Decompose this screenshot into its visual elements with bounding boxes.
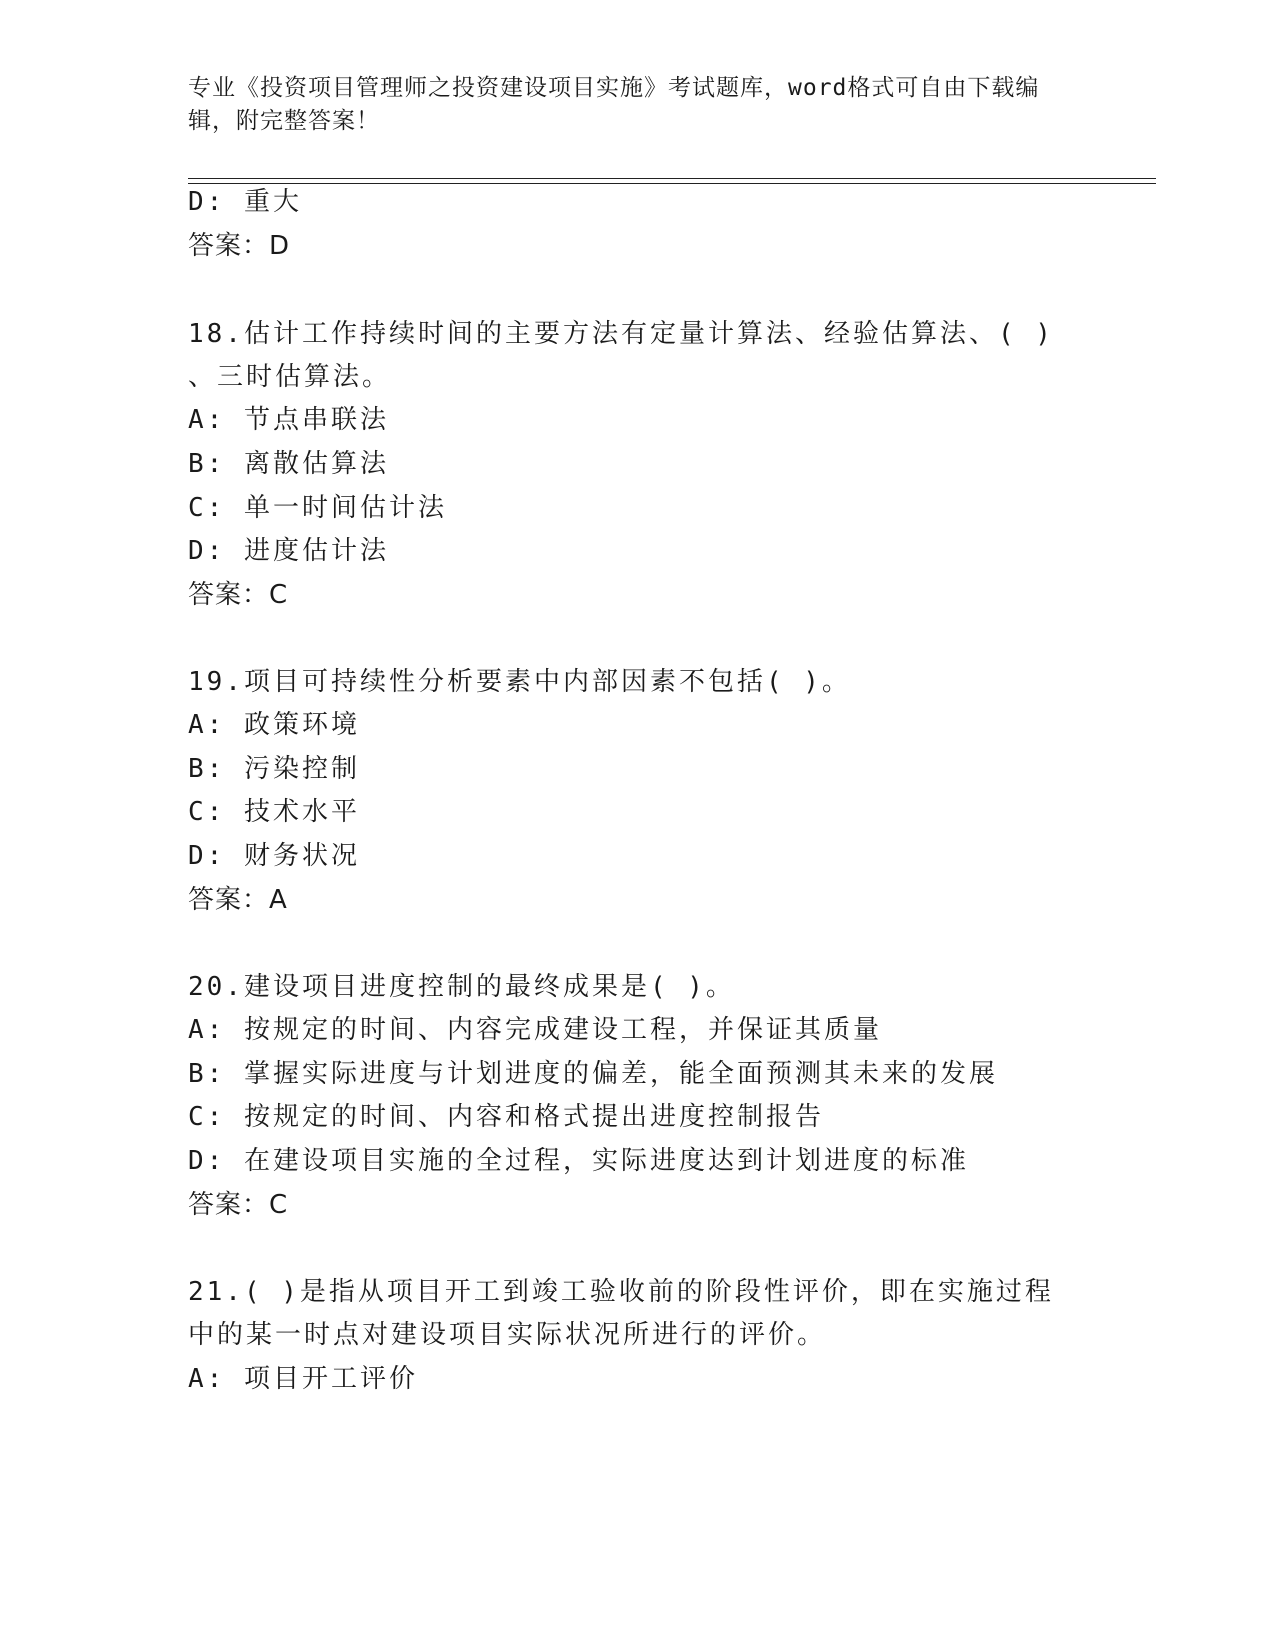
q20-answer: 答案：C [188, 1190, 289, 1220]
header-divider-bottom [188, 183, 1156, 184]
q19-answer: 答案：A [188, 885, 288, 915]
q20-option-d: D: 在建设项目实施的全过程，实际进度达到计划进度的标准 [188, 1146, 969, 1176]
q18-option-d: D: 进度估计法 [188, 536, 389, 566]
q18-option-a: A: 节点串联法 [188, 405, 389, 435]
q19-option-c: C: 技术水平 [188, 797, 360, 827]
header-divider-top [188, 178, 1156, 179]
q18-option-b: B: 离散估算法 [188, 449, 389, 479]
prev-answer: 答案：D [188, 231, 291, 261]
header-line-2: 辑，附完整答案！ [188, 108, 380, 134]
q21-stem-line-2: 中的某一时点对建设项目实际状况所进行的评价。 [188, 1320, 827, 1350]
q20-option-a: A: 按规定的时间、内容完成建设工程，并保证其质量 [188, 1015, 882, 1045]
q20-stem-line-1: 20.建设项目进度控制的最终成果是( )。 [188, 972, 735, 1002]
q21-stem-line-1: 21.( )是指从项目开工到竣工验收前的阶段性评价，即在实施过程 [188, 1277, 1054, 1307]
q20-option-b: B: 掌握实际进度与计划进度的偏差，能全面预测其未来的发展 [188, 1059, 998, 1089]
header-line-1: 专业《投资项目管理师之投资建设项目实施》考试题库，word格式可自由下载编 [188, 75, 1040, 101]
prev-option-d: D: 重大 [188, 187, 302, 217]
q18-option-c: C: 单一时间估计法 [188, 493, 447, 523]
q19-option-d: D: 财务状况 [188, 841, 360, 871]
document-header [188, 72, 1068, 138]
q19-stem-line-1: 19.项目可持续性分析要素中内部因素不包括( )。 [188, 667, 851, 697]
q20-option-c: C: 按规定的时间、内容和格式提出进度控制报告 [188, 1102, 824, 1132]
q18-stem-line-2: 、三时估算法。 [188, 362, 392, 392]
q19-option-b: B: 污染控制 [188, 754, 360, 784]
q18-answer: 答案：C [188, 580, 289, 610]
q21-option-a: A: 项目开工评价 [188, 1364, 418, 1394]
q18-stem-line-1: 18.估计工作持续时间的主要方法有定量计算法、经验估算法、( ) [188, 319, 1054, 349]
q19-option-a: A: 政策环境 [188, 710, 360, 740]
